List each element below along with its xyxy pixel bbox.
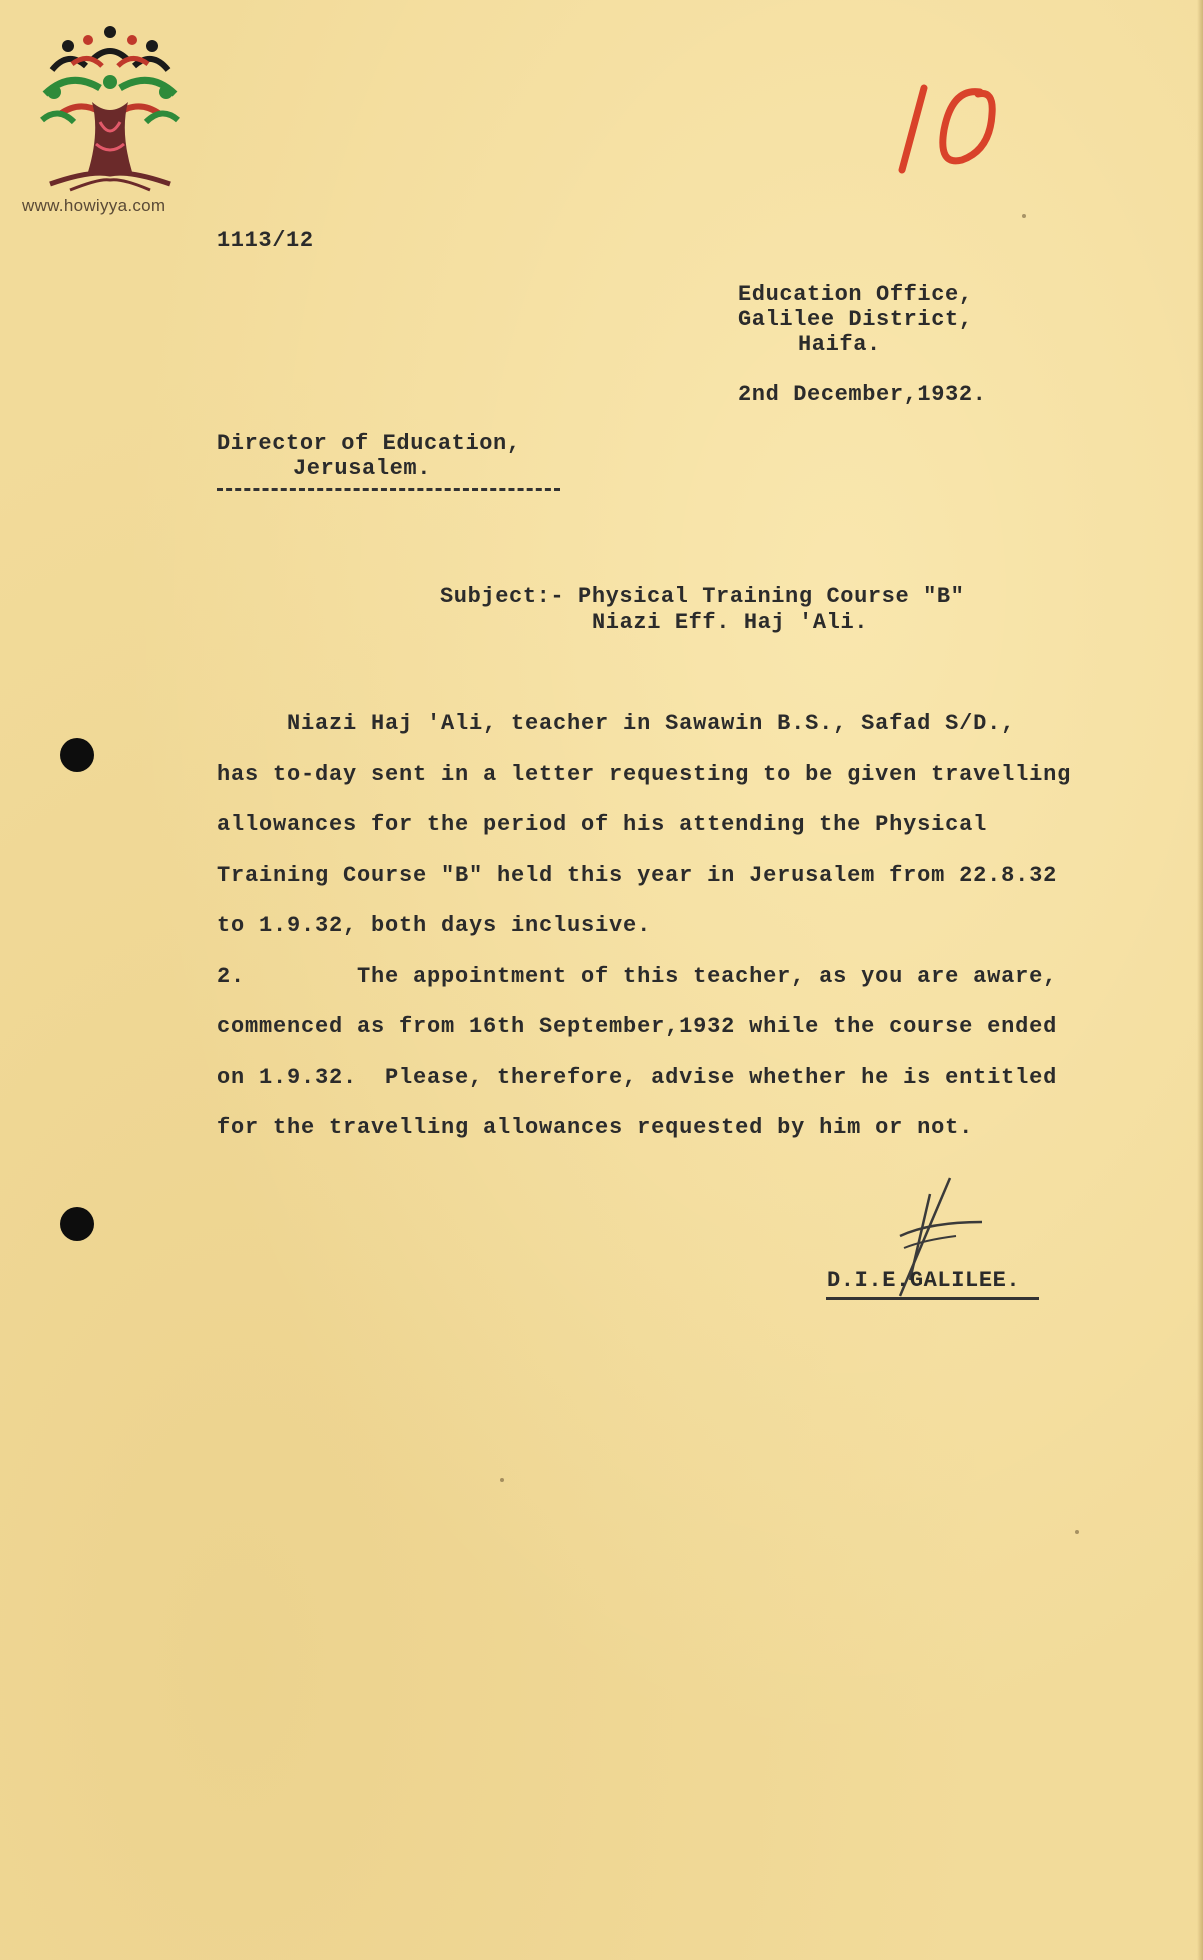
signatory-underline <box>826 1297 1039 1300</box>
subject-line1: Subject:- Physical Training Course "B" <box>440 584 965 609</box>
folio-number-text: 10 <box>892 57 912 75</box>
punch-hole-bottom <box>60 1207 94 1241</box>
logo-url[interactable]: www.howiyya.com <box>22 196 166 215</box>
body-line-4: Training Course "B" held this year in Jerusalem from 22.8.32 <box>217 863 1058 888</box>
paper-speck <box>1075 1530 1079 1534</box>
howiyya-tree-logo-icon <box>30 22 190 197</box>
folio-number-handwritten <box>892 57 1012 180</box>
sender-address-line2: Galilee District, <box>738 307 973 332</box>
sender-address-line3: Haifa. <box>798 332 881 357</box>
recipient-dashed-rule <box>217 488 560 491</box>
paper-speck <box>500 1478 504 1482</box>
page-edge-shadow <box>1197 0 1203 1960</box>
paper-speck <box>1022 214 1026 218</box>
punch-hole-top <box>60 738 94 772</box>
recipient-line1: Director of Education, <box>217 431 521 456</box>
body-line-1: Niazi Haj 'Ali, teacher in Sawawin B.S., Safad S/D., <box>217 711 1016 736</box>
body-line-2: has to-day sent in a letter requesting to be given travelling <box>217 762 1072 787</box>
body-line-6: 2. The appointment of this teacher, as you are aware, <box>217 964 1058 989</box>
sender-address-line1: Education Office, <box>738 282 973 307</box>
letter-date: 2nd December,1932. <box>738 382 987 407</box>
signatory-title: D.I.E.GALILEE. <box>827 1268 1021 1293</box>
subject-line2: Niazi Eff. Haj 'Ali. <box>592 610 869 635</box>
body-line-9: for the travelling allowances requested by him or not. <box>217 1115 974 1140</box>
reference-number: 1113/12 <box>217 228 314 253</box>
body-line-8: on 1.9.32. Please, therefore, advise whether he is entitled <box>217 1065 1058 1090</box>
body-line-3: allowances for the period of his attending the Physical <box>217 812 988 837</box>
body-line-7: commenced as from 16th September,1932 while the course ended <box>217 1014 1058 1039</box>
body-line-5: to 1.9.32, both days inclusive. <box>217 913 652 938</box>
recipient-line2: Jerusalem. <box>293 456 432 481</box>
